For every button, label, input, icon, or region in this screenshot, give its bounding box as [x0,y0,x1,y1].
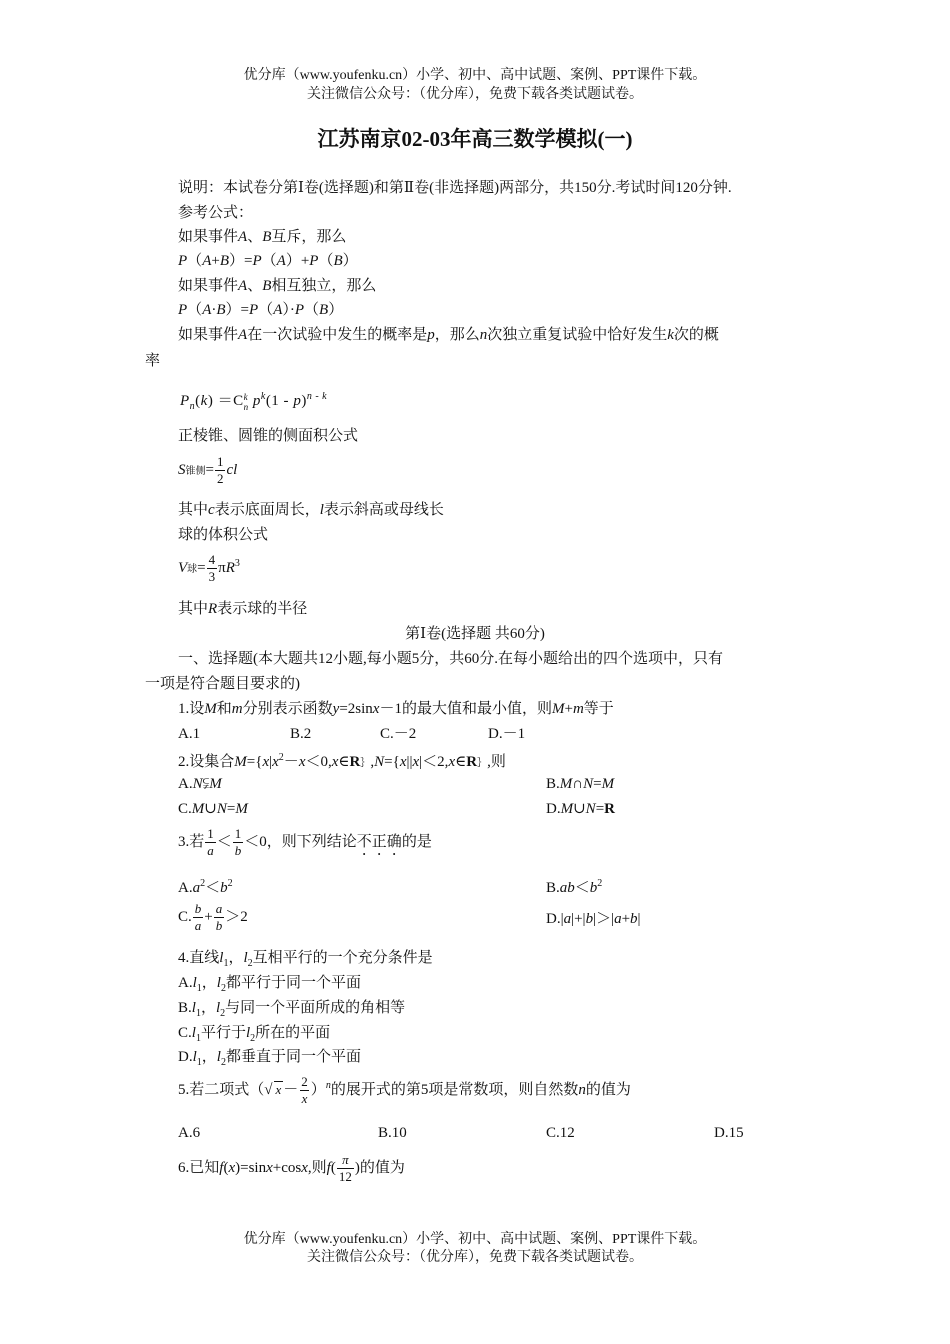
q1-option-a: A.1 [178,726,201,742]
q4-option-b: $B.l_1$，$l_2$与同一个平面所成的角相等 [178,1000,406,1019]
q4-option-c: $C.l_1$平行于$l_2$所在的平面 [178,1025,331,1044]
q3-option-b: $B.ab<b^2$ [546,878,603,896]
intro-note: 说明：本试卷分第Ⅰ卷(选择题)和第Ⅱ卷(非选择题)两部分，共150分.考试时间120分钟. [178,180,732,196]
q4-stem: 4.直线$l_1$，$l_2$互相平行的一个充分条件是 [178,950,433,969]
indep-line: 如果事件A、B相互独立，那么 [178,278,377,294]
bernoulli-formula: $P_n(k) =C$ k n $p^k(1 - p)^{n - k}$ [180,391,328,412]
mutex-line: 如果事件A、B互斥，那么 [178,229,347,245]
q5-option-a: A.6 [178,1125,201,1141]
q3-option-c: C. $\frac{b}{a}$ + $\frac{a}{b}$ ＞2 [178,901,248,933]
footer-line-2: 关注微信公众号：（优分库），免费下载各类试题试卷。 [307,1250,643,1265]
header-line-2: 关注微信公众号：（优分库），免费下载各类试题试卷。 [307,87,643,102]
q5-option-b: B.10 [378,1125,407,1141]
q2-option-d: D.M∪N=R [546,801,615,817]
q2-option-a: A.N⫋M [178,776,222,792]
q5-stem: 5.若二项式（√ x － $\frac{2}{x}$ ）$^n$的展开式的第5项是常数项，则自然数n的值为 [178,1074,631,1106]
q4-option-d: $D.l_1$，$l_2$都垂直于同一个平面 [178,1049,361,1068]
cone-title: 正棱锥、圆锥的侧面积公式 [178,428,359,444]
q1-option-b: B.2 [290,726,312,742]
cone-desc: 其中c表示底面周长，l表示斜高或母线长 [178,502,444,518]
section-1-desc-2: 一项是符合题目要求的) [145,676,300,692]
q2-option-c: C.M∪N=M [178,801,248,817]
q2-stem: 2.设集合$M=\{x|x^2-x<0,x\in R\},N=\{x||x|<2,x\in R\}$,则 [178,752,506,770]
q1-option-c: C.－2 [380,726,417,742]
q3-stem: 3.若 $\frac{1}{a}$ ＜ $\frac{1}{b}$ ＜0，则下列结论不正确的是 [178,826,432,858]
q5-option-d: D.15 [714,1125,744,1141]
q1-option-d: D.－1 [488,726,526,742]
q6-stem: 6.已知f(x)=sinx+cosx,则f( $\frac{\pi}{12}$ )的值为 [178,1152,405,1184]
q2-option-b: B.M∩N=M [546,776,615,792]
q1-stem: 1.设M和m分别表示函数y=2sinx－1的最大值和最小值，则M+m等于 [178,701,614,717]
section-1-title: 第Ⅰ卷(选择题 共60分) [405,626,545,642]
sphere-title: 球的体积公式 [178,527,269,543]
q5-option-c: C.12 [546,1125,575,1141]
section-1-desc-1: 一、选择题(本大题共12小题,每小题5分，共60分.在每小题给出的四个选项中，只有 [178,651,723,667]
q4-option-a: $A.l_1$，$l_2$都平行于同一个平面 [178,975,361,994]
formula-ref-title: 参考公式： [178,205,254,221]
q3-option-a: $A.a^2<b^2$ [178,878,233,896]
header-line-1: 优分库（www.youfenku.cn）小学、初中、高中试题、案例、PPT课件下载。 [243,68,707,83]
sphere-formula: V球= $\frac{4}{3}$ $\pi R^3$ [178,552,240,584]
bernoulli-line-2: 率 [145,353,161,369]
mutex-formula: P（A+B）=P（A）+P（B） [178,253,358,269]
page-title: 江苏南京02-03年高三数学模拟(一) [317,127,633,151]
cone-formula: S锥侧= $\frac{1}{2}$ cl [178,454,238,486]
q3-option-d: D.|a|+|b|＞|a+b| [546,911,641,927]
indep-formula: P（A·B）=P（A）·P（B） [178,302,344,318]
sphere-desc: 其中R表示球的半径 [178,601,308,617]
bernoulli-line-1: 如果事件A在一次试验中发生的概率是p，那么n次独立重复试验中恰好发生k次的概 [178,327,719,343]
footer-line-1: 优分库（www.youfenku.cn）小学、初中、高中试题、案例、PPT课件下载。 [243,1232,707,1247]
